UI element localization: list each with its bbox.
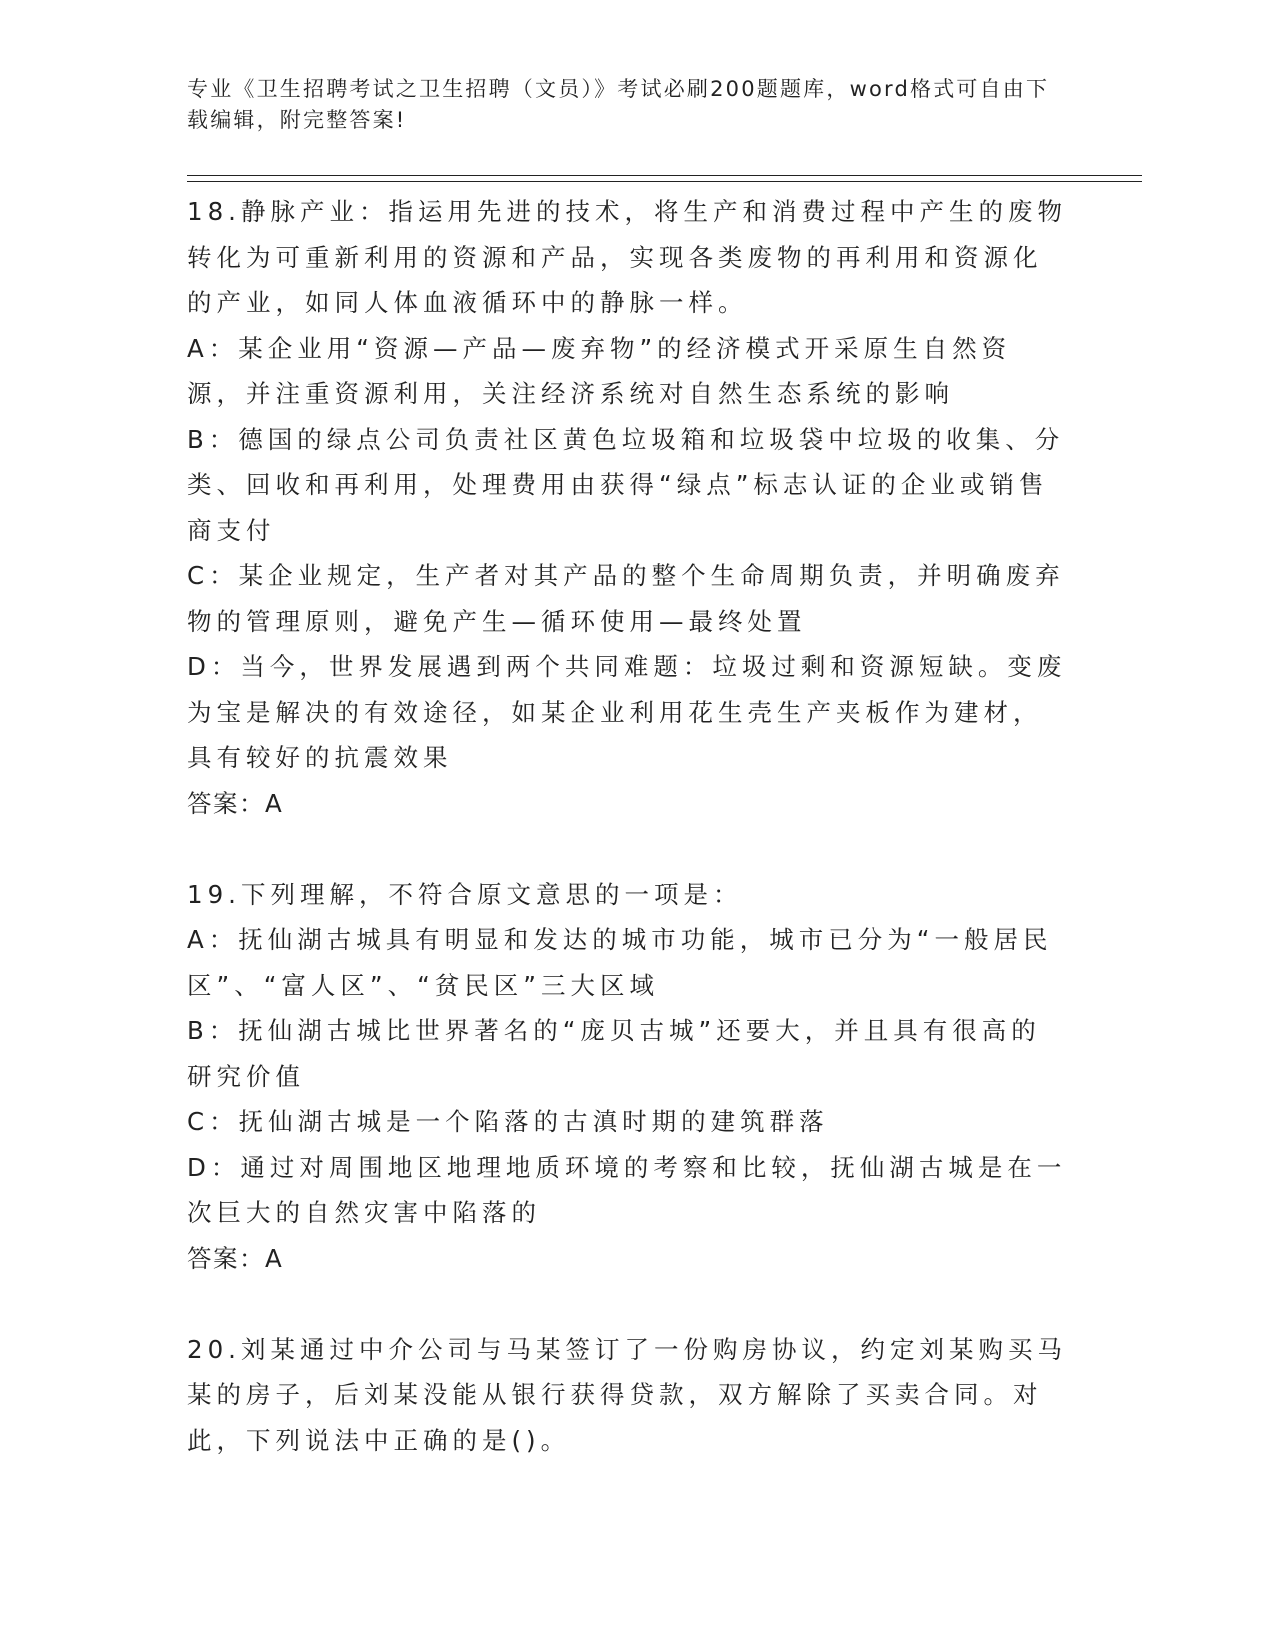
document-title: 专业《卫生招聘考试之卫生招聘（文员）》考试必刷200题题库，word格式可自由下载编辑，附完整答案! (187, 77, 1050, 132)
option-c: C：抚仙湖古城是一个陷落的古滇时期的建筑群落 (187, 1107, 829, 1136)
answer-line: 答案：A (187, 1243, 284, 1273)
option-b: B：德国的绿点公司负责社区黄色垃圾箱和垃圾袋中垃圾的收集、分类、回收和再利用，处理费用由获得“绿点”标志认证的企业或销售商支付 (187, 424, 1065, 545)
question-20 (187, 1327, 1067, 1464)
question-18 (187, 189, 1067, 826)
option-d: D：当今，世界发展遇到两个共同难题：垃圾过剩和资源短缺。变废为宝是解决的有效途径，如某企业利用花生壳生产夹板作为建材，具有较好的抗震效果 (187, 652, 1067, 772)
header-divider-bottom (187, 181, 1142, 182)
question-spacer (187, 1281, 1067, 1327)
option-d: D：通过对周围地区地理地质环境的考察和比较，抚仙湖古城是在一次巨大的自然灾害中陷落的 (187, 1152, 1067, 1227)
header-divider-top (187, 175, 1142, 176)
option-a: A：抚仙湖古城具有明显和发达的城市功能，城市已分为“一般居民区”、“富人区”、“贫民区”三大区域 (187, 925, 1053, 1000)
question-stem: 18.静脉产业：指运用先进的技术，将生产和消费过程中产生的废物转化为可重新利用的资源和产品，实现各类废物的再利用和资源化的产业，如同人体血液循环中的静脉一样。 (187, 197, 1067, 317)
question-stem: 19.下列理解，不符合原文意思的一项是： (187, 879, 743, 909)
question-19 (187, 872, 1067, 1282)
option-b: B：抚仙湖古城比世界著名的“庞贝古城”还要大，并且具有很高的研究价值 (187, 1016, 1041, 1091)
answer-line: 答案：A (187, 788, 284, 818)
question-stem: 20.刘某通过中介公司与马某签订了一份购房协议，约定刘某购买马某的房子，后刘某没能从银行获得贷款，双方解除了买卖合同。对此，下列说法中正确的是()。 (187, 1334, 1067, 1455)
question-list (187, 189, 1067, 1463)
question-spacer (187, 826, 1067, 872)
option-c: C：某企业规定，生产者对其产品的整个生命周期负责，并明确废弃物的管理原则，避免产生—循环使用—最终处置 (187, 561, 1065, 636)
option-a: A：某企业用“资源—产品—废弃物”的经济模式开采原生自然资源，并注重资源利用，关注经济系统对自然生态系统的影响 (187, 333, 1012, 408)
